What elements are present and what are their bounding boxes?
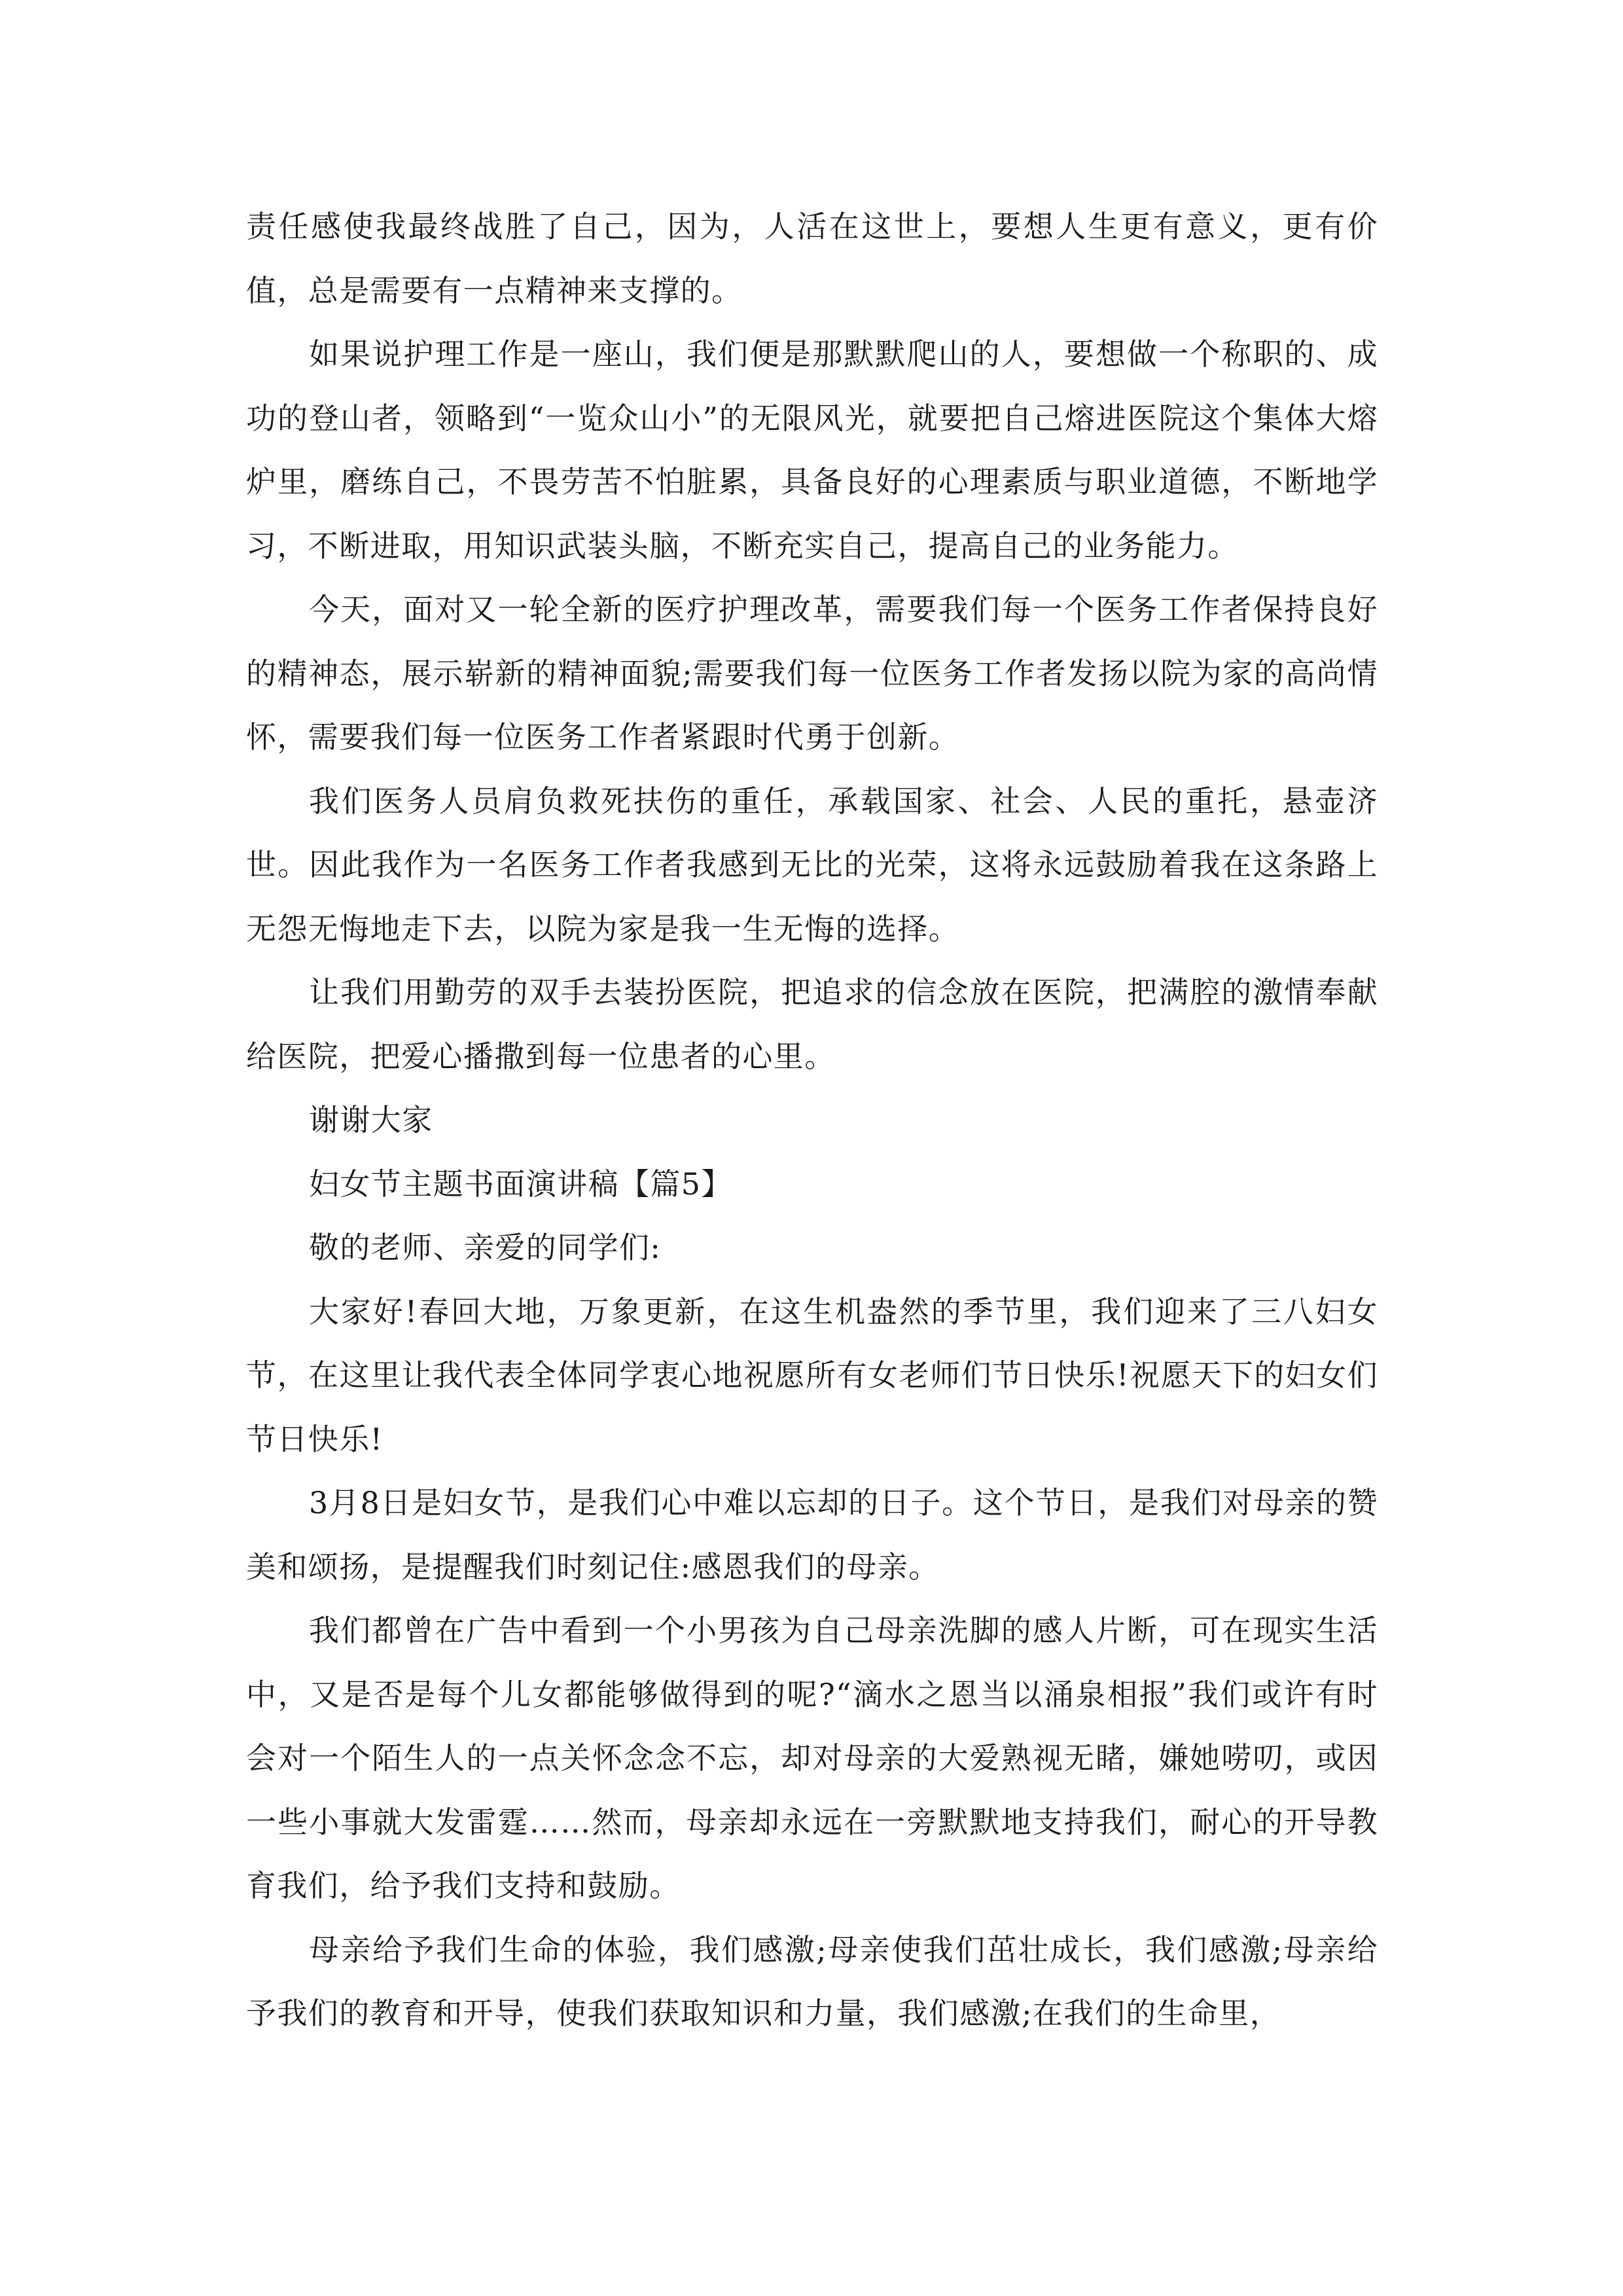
paragraph: 大家好!春回大地，万象更新，在这生机盎然的季节里，我们迎来了三八妇女节，在这里让我代表全体同学衷心地祝愿所有女老师们节日快乐!祝愿天下的妇女们节日快乐! bbox=[246, 1293, 1378, 1457]
section-heading: 妇女节主题书面演讲稿【篇5】 bbox=[309, 1166, 732, 1202]
paragraph: 我们都曾在广告中看到一个小男孩为自己母亲洗脚的感人片断，可在现实生活中，又是否是每个儿女都能够做得到的呢?“滴水之恩当以涌泉相报”我们或许有时会对一个陌生人的一点关怀念念不忘，却对母亲的大爱熟视无睹，嫌她唠叨，或因一些小事就大发雷霆……然而，母亲却永远在一旁默默地支持我们，耐心的开导教育我们，给予我们支持和鼓励。 bbox=[246, 1613, 1378, 1903]
paragraph: 今天，面对又一轮全新的医疗护理改革，需要我们每一个医务工作者保持良好的精神态，展示崭新的精神面貌;需要我们每一位医务工作者发扬以院为家的高尚情怀，需要我们每一位医务工作者紧跟时代勇于创新。 bbox=[246, 592, 1378, 755]
paragraph: 责任感使我最终战胜了自己，因为，人活在这世上，要想人生更有意义，更有价值，总是需要有一点精神来支撑的。 bbox=[246, 209, 1378, 308]
document-body bbox=[246, 195, 1378, 2046]
paragraph: 让我们用勤劳的双手去装扮医院，把追求的信念放在医院，把满腔的激情奉献给医院，把爱心播撒到每一位患者的心里。 bbox=[246, 975, 1378, 1074]
salutation: 敬的老师、亲爱的同学们: bbox=[309, 1230, 662, 1265]
paragraph: 我们医务人员肩负救死扶伤的重任，承载国家、社会、人民的重托，悬壶济世。因此我作为一名医务工作者我感到无比的光荣，这将永远鼓励着我在这条路上无怨无悔地走下去，以院为家是我一生无悔的选择。 bbox=[246, 783, 1378, 946]
closing-line: 谢谢大家 bbox=[309, 1102, 433, 1138]
paragraph: 3月8日是妇女节，是我们心中难以忘却的日子。这个节日，是我们对母亲的赞美和颂扬，是提醒我们时刻记住:感恩我们的母亲。 bbox=[246, 1485, 1378, 1585]
paragraph: 如果说护理工作是一座山，我们便是那默默爬山的人，要想做一个称职的、成功的登山者，领略到“一览众山小”的无限风光，就要把自己熔进医院这个集体大熔炉里，磨练自己，不畏劳苦不怕脏累，具备良好的心理素质与职业道德，不断地学习，不断进取，用知识武装头脑，不断充实自己，提高自己的业务能力。 bbox=[246, 336, 1378, 564]
paragraph: 母亲给予我们生命的体验，我们感激;母亲使我们茁壮成长，我们感激;母亲给予我们的教育和开导，使我们获取知识和力量，我们感激;在我们的生命里， bbox=[246, 1931, 1378, 2031]
